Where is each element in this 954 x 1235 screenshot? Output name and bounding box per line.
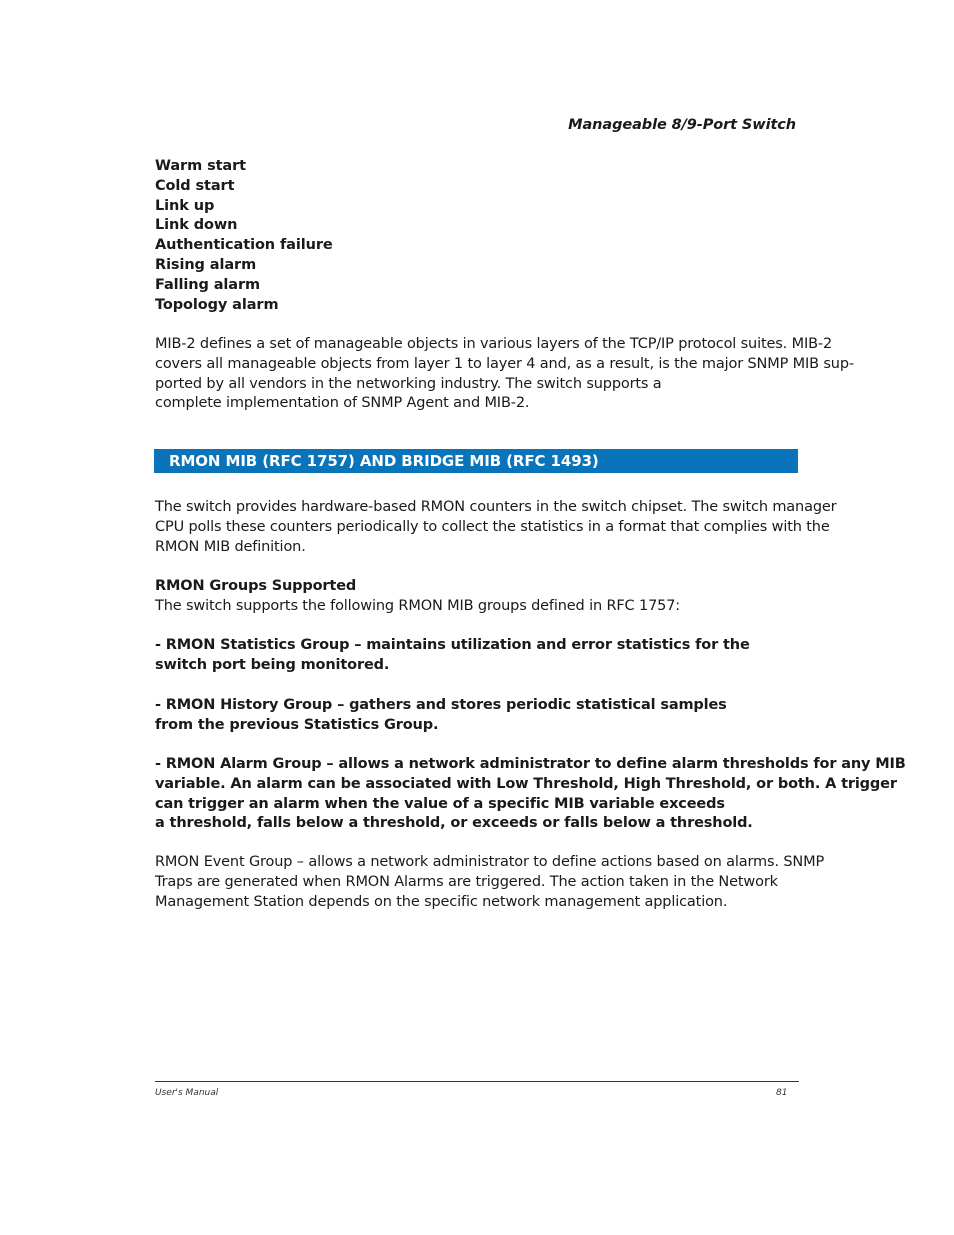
- trap-item: Cold start: [155, 177, 235, 194]
- paragraph-line: a threshold, falls below a threshold, or exceeds or falls below a threshold.: [155, 815, 753, 832]
- mib2-paragraph: [155, 335, 854, 414]
- rmon-groups-block: [155, 577, 680, 617]
- paragraph-line: CPU polls these counters periodically to collect the statistics in a format that complies with the: [155, 518, 830, 535]
- rmon-event-group: [155, 853, 824, 912]
- trap-item: Topology alarm: [155, 296, 279, 313]
- trap-item: Link up: [155, 197, 215, 214]
- trap-item: Link down: [155, 217, 238, 234]
- paragraph-line: Traps are generated when RMON Alarms are triggered. The action taken in the Network: [155, 873, 778, 890]
- paragraph-line: The switch provides hardware-based RMON counters in the switch chipset. The switch manager: [155, 499, 837, 515]
- trap-item: Authentication failure: [155, 237, 333, 254]
- page-header-title: Manageable 8/9-Port Switch: [568, 117, 796, 133]
- footer-page-number: 81: [776, 1088, 788, 1098]
- paragraph-line: complete implementation of SNMP Agent and MIB-2.: [155, 395, 530, 412]
- paragraph-line: Management Station depends on the specific network management application.: [155, 893, 728, 910]
- paragraph-line: covers all manageable objects from layer 1 to layer 4 and, as a result, is the major SNMP MIB sup-: [155, 355, 854, 372]
- trap-list: [155, 157, 333, 315]
- paragraph-line: - RMON History Group – gathers and stores periodic statistical samples: [155, 697, 727, 713]
- rmon-intro-paragraph: [155, 498, 836, 557]
- footer-manual-label: User's Manual: [155, 1088, 219, 1098]
- rmon-alarm-group: [155, 755, 906, 834]
- paragraph-line: from the previous Statistics Group.: [155, 716, 439, 733]
- paragraph-line: can trigger an alarm when the value of a specific MIB variable exceeds: [155, 795, 725, 812]
- rmon-history-group: [155, 696, 727, 736]
- paragraph-line: - RMON Statistics Group – maintains utilization and error statistics for the: [155, 637, 750, 653]
- rmon-groups-intro: The switch supports the following RMON MIB groups defined in RFC 1757:: [155, 597, 681, 614]
- footer-divider: [155, 1081, 799, 1082]
- rmon-statistics-group: [155, 636, 750, 676]
- trap-item: Rising alarm: [155, 256, 257, 273]
- paragraph-line: switch port being monitored.: [155, 656, 390, 673]
- section-heading-rmon: RMON MIB (RFC 1757) AND BRIDGE MIB (RFC 1493): [154, 449, 798, 473]
- rmon-groups-heading: RMON Groups Supported: [155, 578, 357, 594]
- paragraph-line: variable. An alarm can be associated with Low Threshold, High Threshold, or both. A trigger: [155, 775, 897, 792]
- paragraph-line: RMON MIB definition.: [155, 538, 306, 555]
- paragraph-line: ported by all vendors in the networking industry. The switch supports a: [155, 375, 662, 392]
- trap-item: Falling alarm: [155, 276, 261, 293]
- trap-item: Warm start: [155, 158, 246, 174]
- paragraph-line: RMON Event Group – allows a network administrator to define actions based on alarms. SNMP: [155, 854, 825, 870]
- paragraph-line: - RMON Alarm Group – allows a network administrator to define alarm thresholds for any MIB: [155, 756, 906, 772]
- paragraph-line: MIB-2 defines a set of manageable objects in various layers of the TCP/IP protocol suites. MIB-2: [155, 336, 833, 352]
